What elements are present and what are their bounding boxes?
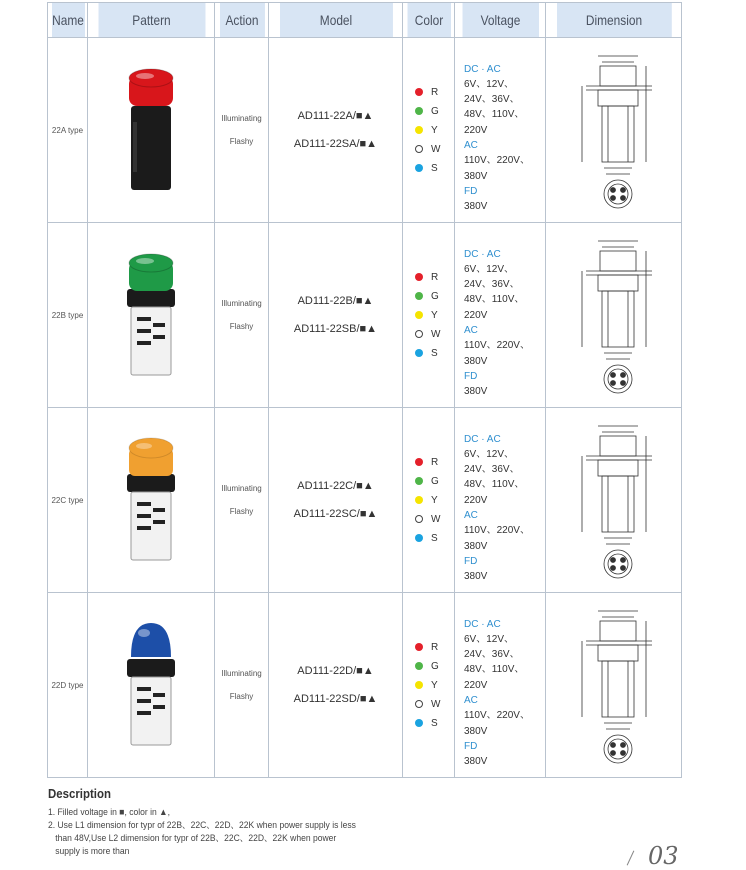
- color-option: [403, 344, 454, 363]
- lamp-image: [88, 408, 215, 593]
- color-letter: W: [431, 513, 441, 525]
- color-option: [403, 140, 454, 159]
- description-title: Description: [48, 786, 111, 801]
- color-option: [403, 491, 454, 510]
- color-dot-icon: [415, 662, 423, 670]
- color-cell: [403, 223, 455, 408]
- color-dot-icon: [415, 534, 423, 542]
- header-model: Model: [279, 3, 393, 38]
- action-illuminating: Illuminating: [221, 669, 262, 678]
- color-dot-icon: [415, 496, 423, 504]
- color-letter: W: [431, 328, 441, 340]
- action-illuminating: Illuminating: [221, 484, 262, 493]
- description-line: than 48V,Use L2 dimension for typr of 22B、22C、22D、22K when power: [55, 833, 337, 844]
- color-option: [403, 529, 454, 548]
- voltage-fd-head: FD: [464, 370, 478, 382]
- color-option: [403, 453, 454, 472]
- model-cell: [269, 408, 403, 593]
- color-letter: S: [431, 532, 438, 544]
- voltage-ac-head: AC: [464, 325, 478, 336]
- voltage-value: 24V、36V、: [464, 279, 520, 291]
- action-illuminating: Illuminating: [221, 114, 262, 123]
- color-option: [403, 695, 454, 714]
- voltage-dcac-head: DC · AC: [464, 433, 501, 445]
- voltage-value: 6V、12V、: [464, 633, 515, 645]
- voltage-value: 48V、110V、: [464, 664, 525, 676]
- color-dot-icon: [415, 643, 423, 651]
- color-option: [403, 676, 454, 695]
- color-cell: [403, 408, 455, 593]
- type-name: 22D type: [48, 593, 88, 778]
- header-pattern: Pattern: [97, 3, 205, 38]
- table-row: [48, 408, 682, 593]
- description-section: [48, 786, 390, 858]
- voltage-cell: [455, 223, 546, 408]
- model-primary: AD111-22C/■▲: [297, 480, 374, 492]
- action-flashy: Flashy: [229, 137, 254, 146]
- model-primary: AD111-22B/■▲: [297, 295, 374, 307]
- voltage-value: 110V、220V、: [464, 525, 530, 537]
- color-option: [403, 638, 454, 657]
- color-dot-icon: [415, 719, 423, 727]
- voltage-value: 110V、220V、: [464, 340, 530, 352]
- model-cell: [269, 593, 403, 778]
- voltage-value: 48V、110V、: [464, 109, 525, 121]
- color-option: [403, 510, 454, 529]
- voltage-ac-head: AC: [464, 695, 478, 706]
- dimension-drawing: [546, 38, 682, 223]
- lamp-image: [88, 593, 215, 778]
- color-dot-icon: [415, 458, 423, 466]
- color-dot-icon: [415, 273, 423, 281]
- voltage-ac-head: AC: [464, 140, 478, 151]
- color-letter: R: [431, 641, 439, 653]
- header-action: Action: [219, 3, 265, 38]
- header-color: Color: [406, 3, 450, 38]
- voltage-value: 6V、12V、: [464, 78, 515, 90]
- color-dot-icon: [415, 145, 423, 153]
- page-divider: [627, 851, 635, 866]
- model-cell: [269, 223, 403, 408]
- color-dot-icon: [415, 107, 423, 115]
- color-option: [403, 714, 454, 733]
- color-letter: R: [431, 271, 439, 283]
- voltage-value: 380V: [464, 201, 488, 213]
- description-line: supply is more than: [55, 846, 130, 857]
- color-letter: Y: [431, 494, 438, 506]
- voltage-value: 110V、220V、: [464, 710, 530, 722]
- voltage-cell: [455, 408, 546, 593]
- voltage-value: 24V、36V、: [464, 649, 520, 661]
- model-flash: AD111-22SB/■▲: [293, 323, 378, 335]
- voltage-value: 48V、110V、: [464, 294, 525, 306]
- table-row: [48, 38, 682, 223]
- action-flashy: Flashy: [229, 507, 254, 516]
- color-letter: W: [431, 143, 441, 155]
- color-option: [403, 306, 454, 325]
- voltage-value: 110V、220V、: [464, 155, 530, 167]
- header-voltage: Voltage: [461, 3, 538, 38]
- color-letter: R: [431, 456, 439, 468]
- table-header-row: [48, 3, 682, 38]
- model-flash: AD111-22SA/■▲: [293, 138, 378, 150]
- voltage-value: 380V: [464, 540, 488, 552]
- header-name: Name: [51, 3, 85, 38]
- color-letter: S: [431, 717, 438, 729]
- voltage-value: 24V、36V、: [464, 94, 520, 106]
- color-dot-icon: [415, 330, 423, 338]
- voltage-value: 6V、12V、: [464, 448, 515, 460]
- color-letter: S: [431, 347, 438, 359]
- table-row: [48, 223, 682, 408]
- color-letter: W: [431, 698, 441, 710]
- color-option: [403, 657, 454, 676]
- color-letter: G: [431, 105, 439, 117]
- lamp-image: [88, 38, 215, 223]
- color-option: [403, 287, 454, 306]
- voltage-value: 380V: [464, 571, 488, 583]
- voltage-value: 380V: [464, 725, 488, 737]
- color-dot-icon: [415, 349, 423, 357]
- action-cell: [215, 38, 269, 223]
- color-dot-icon: [415, 88, 423, 96]
- voltage-dcac-head: DC · AC: [464, 63, 501, 75]
- voltage-value: 220V: [464, 309, 488, 321]
- voltage-cell: [455, 593, 546, 778]
- model-flash: AD111-22SC/■▲: [293, 508, 378, 520]
- color-option: [403, 121, 454, 140]
- voltage-dcac-head: DC · AC: [464, 248, 501, 260]
- dimension-drawing: [546, 223, 682, 408]
- voltage-fd-head: FD: [464, 555, 478, 567]
- voltage-dcac-head: DC · AC: [464, 618, 501, 630]
- color-letter: R: [431, 86, 439, 98]
- description-line: 1. Filled voltage in ■, color in ▲,: [48, 807, 170, 818]
- voltage-value: 220V: [464, 494, 488, 506]
- voltage-cell: [455, 38, 546, 223]
- color-option: [403, 83, 454, 102]
- voltage-value: 6V、12V、: [464, 263, 515, 275]
- action-cell: [215, 408, 269, 593]
- voltage-value: 380V: [464, 756, 488, 768]
- model-flash: AD111-22SD/■▲: [293, 693, 378, 705]
- header-dimension: Dimension: [556, 3, 672, 38]
- action-flashy: Flashy: [229, 692, 254, 701]
- lamp-image: [88, 223, 215, 408]
- color-dot-icon: [415, 311, 423, 319]
- voltage-value: 220V: [464, 679, 488, 691]
- color-option: [403, 102, 454, 121]
- voltage-value: 220V: [464, 124, 488, 136]
- color-dot-icon: [415, 164, 423, 172]
- voltage-value: 24V、36V、: [464, 464, 520, 476]
- color-option: [403, 159, 454, 178]
- table-row: [48, 593, 682, 778]
- action-illuminating: Illuminating: [221, 299, 262, 308]
- page-number: 03: [648, 842, 679, 870]
- type-name: 22C type: [48, 408, 88, 593]
- color-dot-icon: [415, 292, 423, 300]
- action-flashy: Flashy: [229, 322, 254, 331]
- color-cell: [403, 38, 455, 223]
- model-primary: AD111-22D/■▲: [297, 665, 374, 677]
- color-letter: Y: [431, 309, 438, 321]
- color-option: [403, 325, 454, 344]
- model-primary: AD111-22A/■▲: [297, 110, 374, 122]
- color-dot-icon: [415, 126, 423, 134]
- color-letter: G: [431, 475, 439, 487]
- color-dot-icon: [415, 477, 423, 485]
- action-cell: [215, 223, 269, 408]
- type-name: 22A type: [48, 38, 88, 223]
- color-letter: Y: [431, 124, 438, 136]
- model-cell: [269, 38, 403, 223]
- voltage-value: 48V、110V、: [464, 479, 525, 491]
- dimension-drawing: [546, 593, 682, 778]
- color-letter: G: [431, 660, 439, 672]
- color-dot-icon: [415, 515, 423, 523]
- type-name: 22B type: [48, 223, 88, 408]
- voltage-ac-head: AC: [464, 510, 478, 521]
- color-dot-icon: [415, 681, 423, 689]
- description-line: 2. Use L1 dimension for typr of 22B、22C、22D、22K when power supply is less: [48, 820, 356, 831]
- voltage-fd-head: FD: [464, 185, 478, 197]
- color-letter: S: [431, 162, 438, 174]
- action-cell: [215, 593, 269, 778]
- dimension-drawing: [546, 408, 682, 593]
- color-cell: [403, 593, 455, 778]
- color-option: [403, 472, 454, 491]
- spec-table: [47, 2, 682, 778]
- color-dot-icon: [415, 700, 423, 708]
- voltage-value: 380V: [464, 386, 488, 398]
- color-option: [403, 268, 454, 287]
- color-letter: G: [431, 290, 439, 302]
- voltage-value: 380V: [464, 355, 488, 367]
- voltage-fd-head: FD: [464, 740, 478, 752]
- color-letter: Y: [431, 679, 438, 691]
- voltage-value: 380V: [464, 170, 488, 182]
